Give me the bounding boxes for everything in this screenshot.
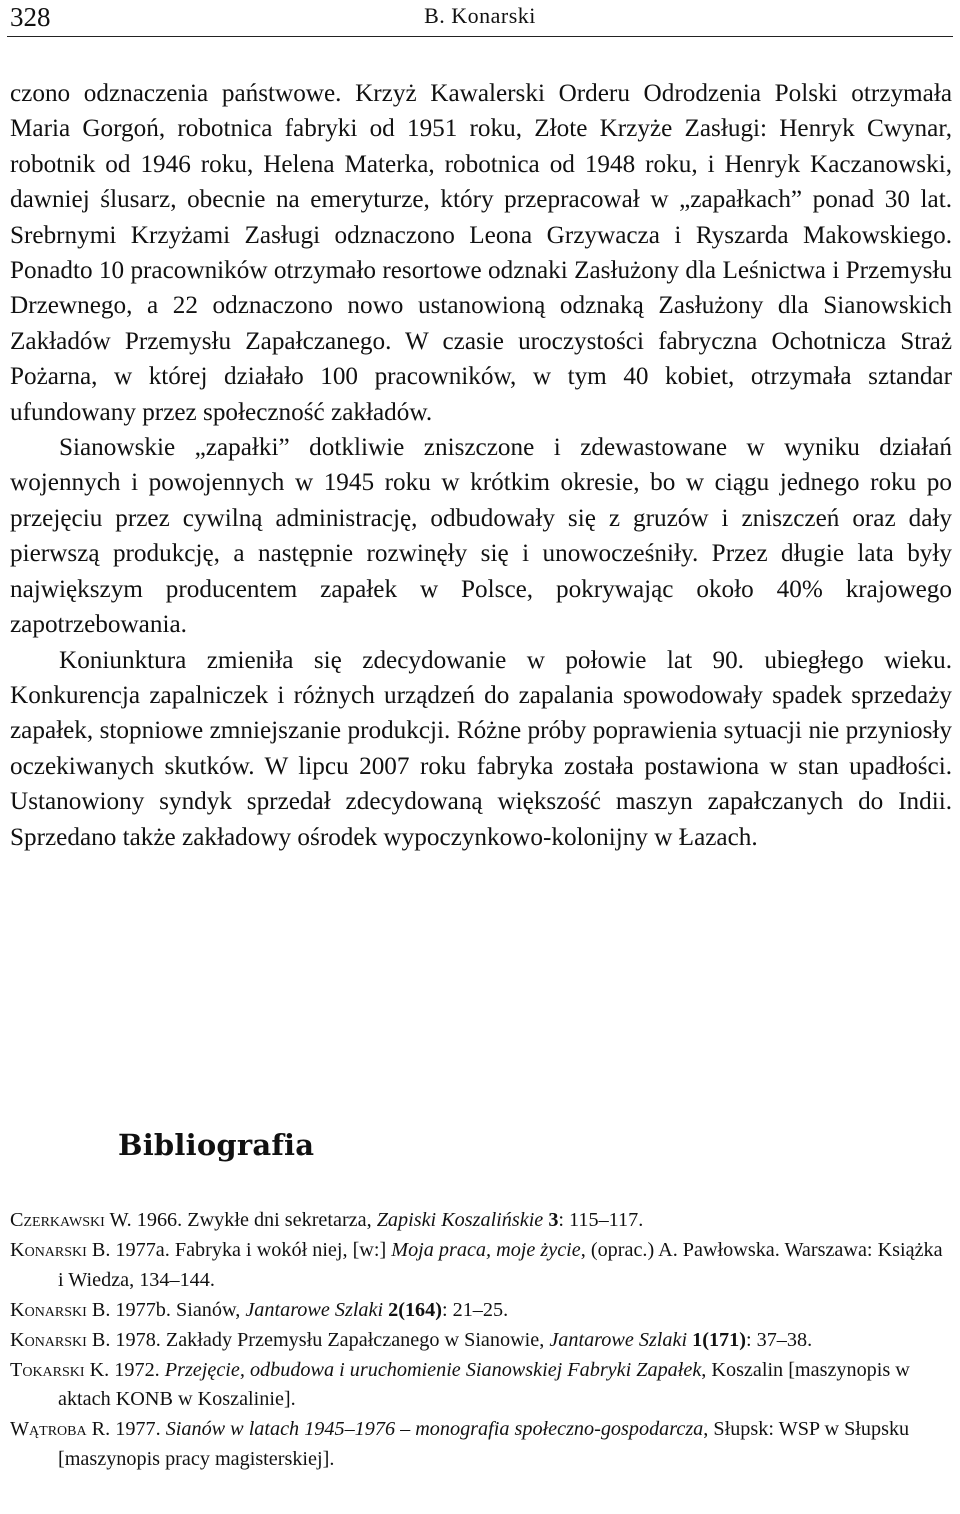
bibliography-entry [10, 1236, 952, 1296]
entry-author: Czerkawski W. [10, 1209, 132, 1231]
entry-title: Jantarowe Szlaki [549, 1328, 688, 1351]
entry-text: , Koszalin [maszynopis w aktach KONB w Koszalinie]. [58, 1358, 910, 1411]
entry-text: 1966. Zwykłe dni sekretarza, [131, 1209, 377, 1231]
bibliography-heading: Bibliografia [118, 1128, 315, 1162]
bibliography-entry [10, 1206, 952, 1236]
page-header [7, 0, 953, 37]
page-number: 328 [10, 2, 51, 32]
entry-author: Tokarski K. [10, 1358, 110, 1381]
entry-author: Konarski B. [10, 1328, 111, 1351]
entry-volume: 2(164) [388, 1298, 442, 1321]
paragraph: czono odznaczenia państwowe. Krzyż Kawalerski Orderu Odrodzenia Polski otrzymała Maria Gorgoń, robotnica fabryki od 1951 roku, Złote Krzyże Zasługi: Henryk Cwynar, robotnik od 1946 roku, Helena Materka, robotnica od 1948 roku, i Henryk Kaczanowski, dawniej ślusarz, obecnie na emeryturze, który przepracował w „zapałkach” ponad 30 lat. Srebrnymi Krzyżami Zasługi odznaczono Leona Grzywacza i Ryszarda Makowskiego. Ponadto 10 pracowników otrzymało resortowe odznaki Zasłużony dla Leśnictwa i Przemysłu Drzewnego, a 22 odznaczono nowo ustanowioną odznaką Zasłużony dla Sianowskich Zakładów Przemysłu Zapałczanego. W czasie uroczystości fabryczna Ochotnicza Straż Pożarna, w której działało 100 pracowników, w tym 40 kobiet, otrzymała sztandar ufundowany przez społeczność zakładów. [10, 80, 952, 426]
entry-text: 1972. [109, 1358, 165, 1381]
entry-title: Przejęcie, odbudowa i uruchomienie Sianowskiej Fabryki Zapałek [164, 1358, 702, 1381]
entry-author: Konarski B. [10, 1298, 111, 1321]
entry-volume: 3 [548, 1209, 559, 1231]
entry-title: Zapiski Koszalińskie [376, 1209, 544, 1231]
bibliography-entry [10, 1356, 952, 1416]
entry-author: Konarski B. [10, 1238, 111, 1261]
body-text [10, 76, 952, 855]
running-head: B. Konarski [424, 3, 536, 28]
paragraph: Koniunktura zmieniła się zdecydowanie w połowie lat 90. ubiegłego wieku. Konkurencja zapalniczek i różnych urządzeń do zapalania spowodowały spadek sprzedaży zapałek, stopniowe zmniejszanie produkcji. Różne próby poprawienia sytuacji nie przyniosły oczekiwanych skutków. W lipcu 2007 roku fabryka została postawiona w stan upadłości. Ustanowiony syndyk sprzedał zdecydowaną większość maszyn zapałczanych do Indii. Sprzedano także zakładowy ośrodek wypoczynkowo-kolonijny w Łazach. [10, 646, 952, 851]
bibliography-entry [10, 1326, 952, 1356]
entry-text: 1977. [110, 1418, 166, 1441]
entry-pages: : 37–38. [745, 1328, 813, 1351]
entry-author: Wątroba R. [10, 1418, 111, 1441]
entry-title: Jantarowe Szlaki [245, 1298, 384, 1321]
entry-volume: 1(171) [692, 1328, 746, 1351]
bibliography-list [10, 1206, 952, 1475]
paragraph: Sianowskie „zapałki” dotkliwie zniszczone i zdewastowane w wyniku działań wojennych i powojennych w 1945 roku w krótkim okresie, bo w ciągu jednego roku po przejęciu przez cywilną administrację, odbudowały się z gruzów i zniszczeń oraz dały pierwszą produkcję, a następnie rozwinęły się i unowocześniły. Przez długie lata były największym producentem zapałek w Polsce, pokrywając około 40% krajowego zapotrzebowania. [10, 434, 952, 639]
bibliography-entry [10, 1415, 952, 1475]
entry-text: , Słupsk: WSP w Słupsku [maszynopis pracy magisterskiej]. [58, 1418, 910, 1471]
entry-title: Sianów w latach 1945–1976 – monografia społeczno-gospodarcza [165, 1418, 704, 1441]
entry-text: 1978. Zakłady Przemysłu Zapałczanego w Sianowie, [110, 1328, 550, 1351]
entry-pages: : 115–117. [558, 1209, 644, 1231]
bibliography-entry [10, 1296, 952, 1326]
entry-title: Moja praca, moje życie [391, 1238, 581, 1261]
entry-text: 1977a. Fabryka i wokół niej, [w:] [110, 1238, 392, 1261]
entry-pages: : 21–25. [441, 1298, 509, 1321]
entry-text: , (oprac.) A. Pawłowska. Warszawa: Książka i Wiedza, 134–144. [58, 1238, 943, 1291]
entry-text: 1977b. Sianów, [110, 1298, 246, 1321]
